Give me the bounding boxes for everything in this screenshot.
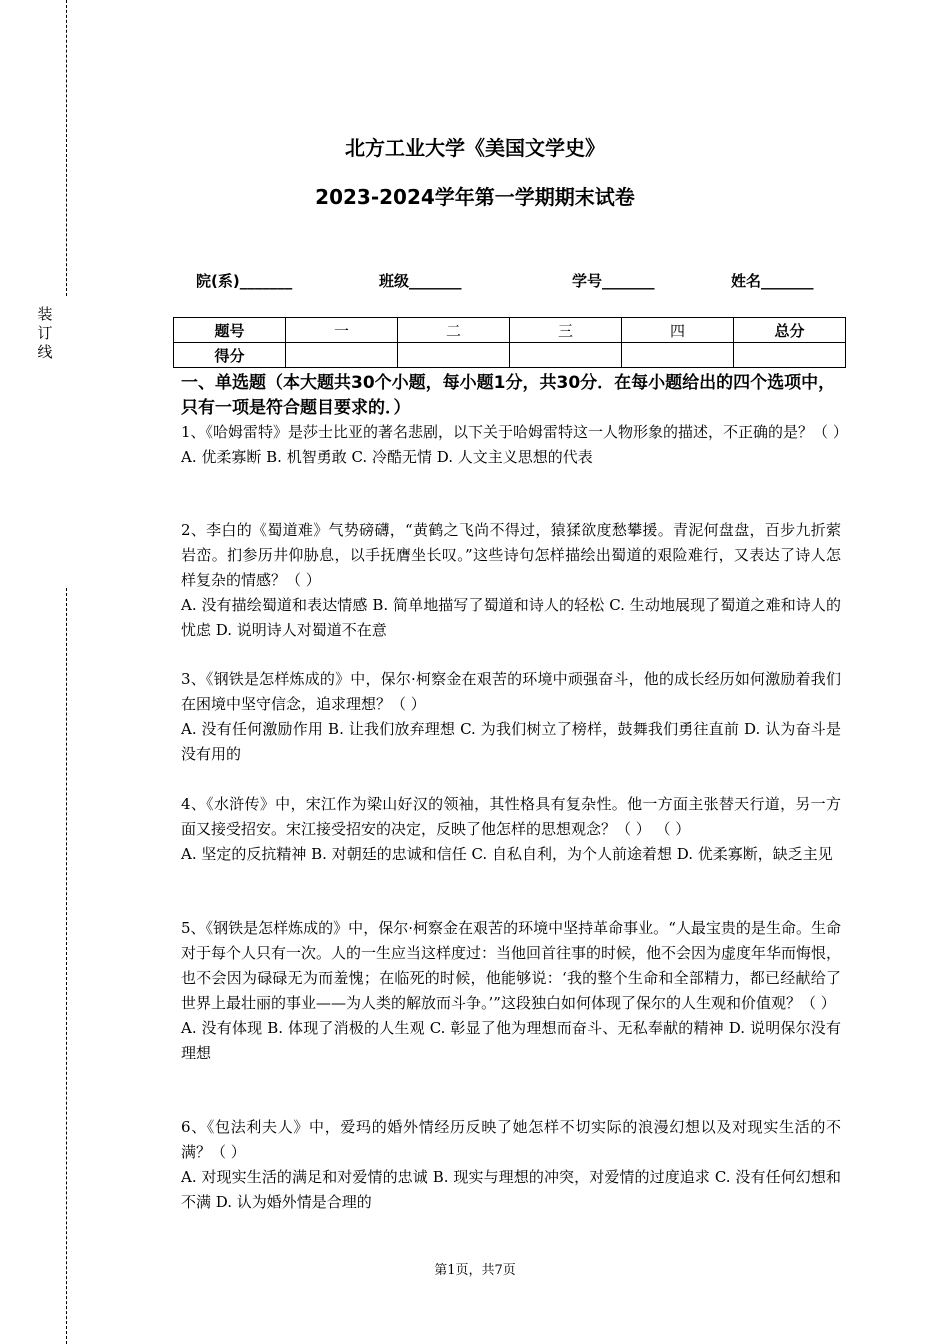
question-options: A. 对现实生活的满足和对爱情的忠诚 B. 现实与理想的冲突，对爱情的过度追求 C. 没有任何幻想和不满 D. 认为婚外情是合理的 — [181, 1168, 841, 1211]
question-2 — [181, 518, 841, 643]
student-info-row — [0, 270, 950, 292]
question-stem: 2、李白的《蜀道难》气势磅礴，“黄鹤之飞尚不得过，猿猱欲度愁攀援。青泥何盘盘，百步九折萦岩峦。扪参历井仰胁息，以手抚膺坐长叹。”这些诗句怎样描绘出蜀道的艰险难行，又表达了诗人怎样复杂的情感？（ ） — [181, 521, 841, 589]
question-stem: 6、《包法利夫人》中，爱玛的婚外情经历反映了她怎样不切实际的浪漫幻想以及对现实生活的不满？（ ） — [181, 1118, 841, 1161]
question-stem: 5、《钢铁是怎样炼成的》中，保尔·柯察金在艰苦的环境中坚持革命事业。“人最宝贵的是生命。生命对于每个人只有一次。人的一生应当这样度过：当他回首往事的时候，他不会因为虚度年华而悔恨，也不会因为碌碌无为而羞愧；在临死的时候，他能够说：‘我的整个生命和全部精力，都已经献给了世界上最壮丽的事业——为人类的解放而斗争。’”这段独白如何体现了保尔的人生观和价值观？（ ） — [181, 919, 842, 1012]
page-footer: 第1页，共7页 — [434, 1263, 516, 1278]
score-table-cell: 总分 — [734, 318, 846, 343]
question-1 — [181, 420, 848, 470]
question-4 — [181, 792, 841, 867]
question-options: A. 优柔寡断 B. 机智勇敢 C. 冷酷无情 D. 人文主义思想的代表 — [181, 448, 593, 466]
question-options: A. 没有体现 B. 体现了消极的人生观 C. 彰显了他为理想而奋斗、无私奉献的精神 D. 说明保尔没有理想 — [181, 1019, 841, 1062]
score-table-cell: 四 — [622, 318, 734, 343]
score-table-header-row — [174, 318, 846, 343]
section-title: 一、单选题（本大题共30个小题，每小题1分，共30分．在每小题给出的四个选项中，只有一项是符合题目要求的．） — [181, 373, 836, 418]
score-input-cell[interactable] — [510, 343, 622, 368]
score-table-cell: 题号 — [174, 318, 286, 343]
class-field[interactable]: 班级_______ — [379, 272, 462, 290]
name-field[interactable]: 姓名_______ — [731, 272, 814, 290]
score-input-cell[interactable] — [398, 343, 510, 368]
score-table-cell: 一 — [286, 318, 398, 343]
student-id-field[interactable]: 学号_______ — [572, 272, 655, 290]
question-options: A. 坚定的反抗精神 B. 对朝廷的忠诚和信任 C. 自私自利，为个人前途着想 D. 优柔寡断，缺乏主见 — [181, 845, 833, 863]
question-6 — [181, 1115, 841, 1215]
score-table-score-row — [174, 343, 846, 368]
exam-title-line1: 北方工业大学《美国文学史》 — [345, 136, 605, 160]
score-table-cell: 得分 — [174, 343, 286, 368]
score-table-cell: 二 — [398, 318, 510, 343]
score-input-cell[interactable] — [286, 343, 398, 368]
score-input-cell[interactable] — [734, 343, 846, 368]
department-field[interactable]: 院(系)_______ — [196, 272, 293, 290]
binding-label: 装 订 线 — [37, 305, 53, 361]
question-5 — [181, 916, 841, 1066]
question-3 — [181, 667, 841, 767]
question-stem: 3、《钢铁是怎样炼成的》中，保尔·柯察金在艰苦的环境中顽强奋斗，他的成长经历如何激励着我们在困境中坚守信念，追求理想？（ ） — [181, 670, 841, 713]
score-table-cell: 三 — [510, 318, 622, 343]
question-stem: 4、《水浒传》中，宋江作为梁山好汉的领袖，其性格具有复杂性。他一方面主张替天行道，另一方面又接受招安。宋江接受招安的决定，反映了他怎样的思想观念？（ ） （ ） — [181, 795, 841, 838]
exam-title-line2: 2023-2024学年第一学期期末试卷 — [315, 185, 635, 209]
question-options: A. 没有描绘蜀道和表达情感 B. 简单地描写了蜀道和诗人的轻松 C. 生动地展现了蜀道之难和诗人的忧虑 D. 说明诗人对蜀道不在意 — [181, 596, 841, 639]
score-input-cell[interactable] — [622, 343, 734, 368]
binding-line-bottom — [66, 588, 67, 1344]
score-table — [173, 317, 846, 368]
question-stem: 1、《哈姆雷特》是莎士比亚的著名悲剧，以下关于哈姆雷特这一人物形象的描述，不正确的是？（ ） — [181, 423, 848, 441]
question-options: A. 没有任何激励作用 B. 让我们放弃理想 C. 为我们树立了榜样，鼓舞我们勇往直前 D. 认为奋斗是没有用的 — [181, 720, 841, 763]
